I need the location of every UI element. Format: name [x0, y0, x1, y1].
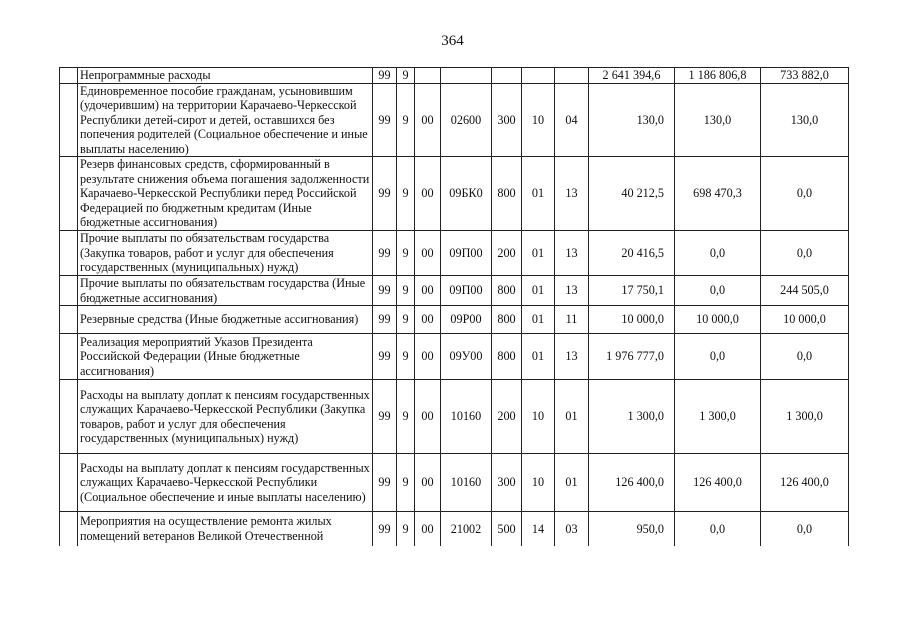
item-name-cell: Резерв финансовых средств, сформированный в результате снижения объема погашения задолженности Карачаево-Черкесской Республики перед Российской Федерацией по бюджетным кредитам (Иные бюджетные ассигнования): [78, 157, 373, 231]
item-name-cell: Реализация мероприятий Указов Президента Российской Федерации (Иные бюджетные ассигнования): [78, 334, 373, 380]
program-code-cell: 99: [373, 83, 397, 157]
row-number-cell: [60, 68, 78, 84]
table-row: [60, 334, 849, 380]
section-code-cell: 10: [522, 83, 555, 157]
amount-year3-cell: 1 300,0: [761, 380, 849, 454]
table-body: [60, 68, 849, 546]
subprogram-code-cell: 9: [397, 512, 415, 546]
amount-year1-cell: 126 400,0: [589, 454, 675, 512]
subsection-code-cell: [555, 68, 589, 84]
main-event-code-cell: 00: [415, 334, 441, 380]
budget-table: [59, 67, 849, 546]
subprogram-code-cell: 9: [397, 157, 415, 231]
main-event-code-cell: 00: [415, 512, 441, 546]
amount-year3-cell: 244 505,0: [761, 276, 849, 306]
direction-code-cell: 09БК0: [441, 157, 492, 231]
subsection-code-cell: 13: [555, 157, 589, 231]
direction-code-cell: 09П00: [441, 276, 492, 306]
amount-year1-cell: 2 641 394,6: [589, 68, 675, 84]
table-row: [60, 157, 849, 231]
subprogram-code-cell: 9: [397, 231, 415, 276]
section-code-cell: [522, 68, 555, 84]
subprogram-code-cell: 9: [397, 68, 415, 84]
amount-year3-cell: 0,0: [761, 231, 849, 276]
amount-year2-cell: 0,0: [675, 231, 761, 276]
table-row: [60, 83, 849, 157]
program-code-cell: 99: [373, 157, 397, 231]
subsection-code-cell: 13: [555, 276, 589, 306]
row-number-cell: [60, 306, 78, 334]
expense-type-cell: 800: [492, 276, 522, 306]
amount-year3-cell: 10 000,0: [761, 306, 849, 334]
amount-year2-cell: 1 186 806,8: [675, 68, 761, 84]
amount-year2-cell: 0,0: [675, 334, 761, 380]
section-code-cell: 01: [522, 231, 555, 276]
program-code-cell: 99: [373, 276, 397, 306]
section-code-cell: 14: [522, 512, 555, 546]
expense-type-cell: [492, 68, 522, 84]
item-name-cell: Расходы на выплату доплат к пенсиям государственных служащих Карачаево-Черкесской Республики (Социальное обеспечение и иные выплаты населению): [78, 454, 373, 512]
main-event-code-cell: [415, 68, 441, 84]
subsection-code-cell: 04: [555, 83, 589, 157]
section-code-cell: 10: [522, 380, 555, 454]
item-name-cell: Прочие выплаты по обязательствам государства (Закупка товаров, работ и услуг для обеспечения государственных (муниципальных) нужд): [78, 231, 373, 276]
amount-year2-cell: 0,0: [675, 276, 761, 306]
item-name-cell: Резервные средства (Иные бюджетные ассигнования): [78, 306, 373, 334]
item-name-cell: Непрограммные расходы: [78, 68, 373, 84]
amount-year1-cell: 40 212,5: [589, 157, 675, 231]
amount-year3-cell: 0,0: [761, 157, 849, 231]
section-code-cell: 01: [522, 276, 555, 306]
amount-year3-cell: 733 882,0: [761, 68, 849, 84]
table-row: [60, 512, 849, 546]
amount-year1-cell: 1 300,0: [589, 380, 675, 454]
expense-type-cell: 800: [492, 157, 522, 231]
amount-year1-cell: 17 750,1: [589, 276, 675, 306]
direction-code-cell: 09Р00: [441, 306, 492, 334]
amount-year3-cell: 0,0: [761, 334, 849, 380]
amount-year3-cell: 126 400,0: [761, 454, 849, 512]
table-row: [60, 306, 849, 334]
expense-type-cell: 300: [492, 454, 522, 512]
expense-type-cell: 500: [492, 512, 522, 546]
item-name-cell: Мероприятия на осуществление ремонта жилых помещений ветеранов Великой Отечественной: [78, 512, 373, 546]
program-code-cell: 99: [373, 68, 397, 84]
row-number-cell: [60, 276, 78, 306]
table-row: [60, 231, 849, 276]
direction-code-cell: 10160: [441, 380, 492, 454]
amount-year3-cell: 130,0: [761, 83, 849, 157]
amount-year2-cell: 130,0: [675, 83, 761, 157]
page-number: 364: [441, 33, 464, 49]
amount-year1-cell: 1 976 777,0: [589, 334, 675, 380]
program-code-cell: 99: [373, 380, 397, 454]
amount-year1-cell: 20 416,5: [589, 231, 675, 276]
expense-type-cell: 200: [492, 231, 522, 276]
table-row: [60, 380, 849, 454]
main-event-code-cell: 00: [415, 83, 441, 157]
direction-code-cell: 09П00: [441, 231, 492, 276]
section-code-cell: 10: [522, 454, 555, 512]
row-number-cell: [60, 334, 78, 380]
subsection-code-cell: 13: [555, 231, 589, 276]
program-code-cell: 99: [373, 334, 397, 380]
expense-type-cell: 300: [492, 83, 522, 157]
subprogram-code-cell: 9: [397, 334, 415, 380]
table-row: [60, 276, 849, 306]
subprogram-code-cell: 9: [397, 276, 415, 306]
direction-code-cell: 09У00: [441, 334, 492, 380]
direction-code-cell: 21002: [441, 512, 492, 546]
expense-type-cell: 800: [492, 334, 522, 380]
amount-year2-cell: 10 000,0: [675, 306, 761, 334]
main-event-code-cell: 00: [415, 380, 441, 454]
direction-code-cell: 10160: [441, 454, 492, 512]
table-row: [60, 68, 849, 84]
amount-year1-cell: 950,0: [589, 512, 675, 546]
section-code-cell: 01: [522, 334, 555, 380]
program-code-cell: 99: [373, 454, 397, 512]
main-event-code-cell: 00: [415, 276, 441, 306]
direction-code-cell: [441, 68, 492, 84]
main-event-code-cell: 00: [415, 454, 441, 512]
subprogram-code-cell: 9: [397, 380, 415, 454]
subsection-code-cell: 13: [555, 334, 589, 380]
expense-type-cell: 200: [492, 380, 522, 454]
main-event-code-cell: 00: [415, 306, 441, 334]
row-number-cell: [60, 83, 78, 157]
amount-year3-cell: 0,0: [761, 512, 849, 546]
row-number-cell: [60, 380, 78, 454]
main-event-code-cell: 00: [415, 157, 441, 231]
row-number-cell: [60, 231, 78, 276]
item-name-cell: Единовременное пособие гражданам, усыновившим (удочерившим) на территории Карачаево-Черкесской Республики детей-сирот и детей, оставшихся без попечения родителей (Социальное обеспечение и иные выплаты населению): [78, 83, 373, 157]
subsection-code-cell: 01: [555, 454, 589, 512]
direction-code-cell: 02600: [441, 83, 492, 157]
program-code-cell: 99: [373, 512, 397, 546]
amount-year2-cell: 698 470,3: [675, 157, 761, 231]
program-code-cell: 99: [373, 231, 397, 276]
section-code-cell: 01: [522, 306, 555, 334]
main-event-code-cell: 00: [415, 231, 441, 276]
item-name-cell: Расходы на выплату доплат к пенсиям государственных служащих Карачаево-Черкесской Республики (Закупка товаров, работ и услуг для обеспечения государственных (муниципальных) нужд): [78, 380, 373, 454]
subprogram-code-cell: 9: [397, 83, 415, 157]
item-name-cell: Прочие выплаты по обязательствам государства (Иные бюджетные ассигнования): [78, 276, 373, 306]
program-code-cell: 99: [373, 306, 397, 334]
subprogram-code-cell: 9: [397, 454, 415, 512]
subsection-code-cell: 11: [555, 306, 589, 334]
expense-type-cell: 800: [492, 306, 522, 334]
subsection-code-cell: 03: [555, 512, 589, 546]
amount-year2-cell: 126 400,0: [675, 454, 761, 512]
row-number-cell: [60, 157, 78, 231]
amount-year1-cell: 130,0: [589, 83, 675, 157]
row-number-cell: [60, 512, 78, 546]
subprogram-code-cell: 9: [397, 306, 415, 334]
amount-year2-cell: 1 300,0: [675, 380, 761, 454]
table-row: [60, 454, 849, 512]
row-number-cell: [60, 454, 78, 512]
amount-year1-cell: 10 000,0: [589, 306, 675, 334]
amount-year2-cell: 0,0: [675, 512, 761, 546]
subsection-code-cell: 01: [555, 380, 589, 454]
section-code-cell: 01: [522, 157, 555, 231]
